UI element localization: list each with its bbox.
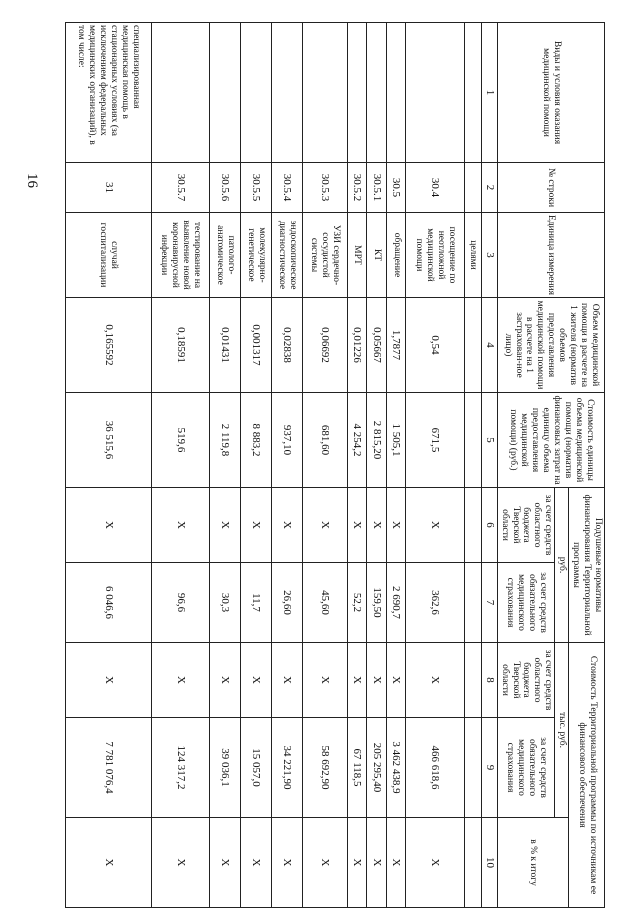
table-cell-c3: тестирование на выявление новой коронавирусной инфекции: [151, 213, 209, 298]
table-cell-c8: Х: [210, 643, 241, 718]
table-cell-c4: 0,02838: [272, 298, 303, 393]
table-cell-c6: Х: [303, 488, 348, 563]
table-cell-c9: 124 317,2: [151, 718, 209, 818]
table-cell-c10: Х: [66, 818, 152, 908]
table-cell-c7: [464, 563, 481, 643]
table-cell-c8: [464, 643, 481, 718]
table-cell-c7: 26,60: [272, 563, 303, 643]
table-cell-c4: 0,05667: [367, 298, 387, 393]
table-row: [151, 23, 209, 908]
table-cell-c7: 2 690,7: [386, 563, 406, 643]
table-cell-c8: Х: [386, 643, 406, 718]
table-cell-c2: 30.5.3: [303, 163, 348, 213]
table-cell-c8: Х: [66, 643, 152, 718]
table-cell-c7: 45,60: [303, 563, 348, 643]
table-cell-c6: Х: [367, 488, 387, 563]
table-cell-c8: Х: [151, 643, 209, 718]
header-oms-2: за счет средств обязательного медицинского страхования: [497, 718, 555, 818]
table-body: [66, 23, 482, 908]
table-cell-c3: обращение: [386, 213, 406, 298]
table-cell-c3: посещение по неотложной медицинской помощи: [406, 213, 464, 298]
table-cell-c2: 30.5.5: [241, 163, 272, 213]
table-cell-c4: 1,7877: [386, 298, 406, 393]
table-cell-c6: Х: [347, 488, 367, 563]
table-cell-c9: 39 036,1: [210, 718, 241, 818]
table-cell-c1: [241, 23, 272, 163]
table-cell-c5: 1 505,1: [386, 393, 406, 488]
table-cell-c3: эндоскопическое диагностическое: [272, 213, 303, 298]
table-cell-c6: Х: [386, 488, 406, 563]
table-cell-c8: Х: [241, 643, 272, 718]
header-thousand-rub: тыс. руб.: [555, 643, 569, 818]
table-row: [406, 23, 464, 908]
table-cell-c4: 0,06692: [303, 298, 348, 393]
header-percent: в % к итогу: [497, 818, 569, 908]
table-cell-c6: Х: [241, 488, 272, 563]
table-cell-c7: 11,7: [241, 563, 272, 643]
table-cell-c3: молекулярно-генетическое: [241, 213, 272, 298]
table-cell-c2: [464, 163, 481, 213]
col-number: 10: [482, 818, 498, 908]
table-cell-c10: Х: [406, 818, 464, 908]
table-cell-c1: [464, 23, 481, 163]
table-cell-c10: Х: [303, 818, 348, 908]
col-number: 1: [482, 23, 498, 163]
rotated-table-wrapper: [65, 22, 605, 907]
program-cost-table: [65, 22, 605, 908]
table-cell-c10: Х: [386, 818, 406, 908]
table-cell-c7: 6 046,6: [66, 563, 152, 643]
table-cell-c7: 362,6: [406, 563, 464, 643]
table-row: [241, 23, 272, 908]
col-number: 3: [482, 213, 498, 298]
table-cell-c5: 519,6: [151, 393, 209, 488]
table-cell-c9: 58 692,90: [303, 718, 348, 818]
table-cell-c6: [464, 488, 481, 563]
table-row: [303, 23, 348, 908]
table-cell-c5: 671,5: [406, 393, 464, 488]
table-cell-c8: Х: [367, 643, 387, 718]
table-cell-c5: 8 883,2: [241, 393, 272, 488]
table-cell-c10: Х: [367, 818, 387, 908]
table-cell-c3: патолого-анатомическое: [210, 213, 241, 298]
header-cost-group: Стоимость Территориальной программы по источникам ее финансового обеспечения: [569, 643, 605, 908]
table-cell-c6: Х: [210, 488, 241, 563]
table-cell-c9: 67 118,5: [347, 718, 367, 818]
table-cell-c10: Х: [210, 818, 241, 908]
table-cell-c1: специализированная медицинская помощь в стационарных условиях (за исключением федеральных медицинских организаций), в том числе:: [66, 23, 152, 163]
table-cell-c8: Х: [303, 643, 348, 718]
table-cell-c10: [464, 818, 481, 908]
table-cell-c2: 30.5.2: [347, 163, 367, 213]
table-cell-c4: 0,01226: [347, 298, 367, 393]
header-unit-cost: Стоимость единицы объема медицинской помощи (норматив финансовых затрат на единицу объема предоставления медицинской помощи) (руб.): [497, 393, 604, 488]
table-cell-c6: Х: [272, 488, 303, 563]
table-cell-c5: 937,10: [272, 393, 303, 488]
table-cell-c3: случай госпитализации: [66, 213, 152, 298]
table-row: [367, 23, 387, 908]
table-cell-c3: КТ: [367, 213, 387, 298]
header-unit: Единица измерения: [497, 213, 604, 298]
table-cell-c10: Х: [347, 818, 367, 908]
table-cell-c9: [464, 718, 481, 818]
table-cell-c4: 0,165592: [66, 298, 152, 393]
col-number: 8: [482, 643, 498, 718]
table-cell-c10: Х: [151, 818, 209, 908]
table-row: [66, 23, 152, 908]
col-number: 5: [482, 393, 498, 488]
page-number: 16: [24, 173, 40, 188]
table-cell-c1: [210, 23, 241, 163]
table-cell-c3: МРТ: [347, 213, 367, 298]
table-cell-c1: [347, 23, 367, 163]
table-cell-c5: [464, 393, 481, 488]
table-cell-c10: Х: [241, 818, 272, 908]
table-cell-c9: 34 221,90: [272, 718, 303, 818]
table-cell-c3: целями: [464, 213, 481, 298]
table-cell-c2: 30.4: [406, 163, 464, 213]
table-cell-c2: 30.5.4: [272, 163, 303, 213]
table-row: [464, 23, 481, 908]
table-cell-c8: Х: [406, 643, 464, 718]
table-cell-c8: Х: [272, 643, 303, 718]
table-cell-c2: 31: [66, 163, 152, 213]
col-number: 6: [482, 488, 498, 563]
table-cell-c6: Х: [151, 488, 209, 563]
table-row: [210, 23, 241, 908]
table-cell-c4: 0,001317: [241, 298, 272, 393]
table-row: [272, 23, 303, 908]
table-cell-c6: Х: [66, 488, 152, 563]
table-cell-c5: 681,60: [303, 393, 348, 488]
header-rub: руб.: [555, 488, 569, 643]
table-cell-c7: 159,50: [367, 563, 387, 643]
table-cell-c1: [367, 23, 387, 163]
table-cell-c9: 205 295,40: [367, 718, 387, 818]
table-cell-c4: [464, 298, 481, 393]
table-cell-c1: [406, 23, 464, 163]
table-cell-c4: 0,01431: [210, 298, 241, 393]
table-cell-c8: Х: [347, 643, 367, 718]
table-row: [347, 23, 367, 908]
table-cell-c9: 466 618,6: [406, 718, 464, 818]
col-number: 2: [482, 163, 498, 213]
table-cell-c2: 30.5.7: [151, 163, 209, 213]
header-budget-1: за счет средств областного бюджета Тверской области: [497, 488, 555, 563]
header-row-number: № строки: [497, 163, 604, 213]
table-cell-c9: 7 781 076,4: [66, 718, 152, 818]
header-per-capita-group: Подушевые нормативы финансирования Территориальной программы: [569, 488, 605, 643]
table-cell-c6: Х: [406, 488, 464, 563]
table-row: [386, 23, 406, 908]
table-cell-c1: [386, 23, 406, 163]
header-oms-1: за счет средств обязательного медицинского страхования: [497, 563, 555, 643]
table-cell-c5: 2 119,8: [210, 393, 241, 488]
table-cell-c3: УЗИ сердечно-сосудистой системы: [303, 213, 348, 298]
table-cell-c9: 3 462 438,9: [386, 718, 406, 818]
header-budget-2: за счет средств областного бюджета Тверской области: [497, 643, 555, 718]
table-cell-c4: 0,18591: [151, 298, 209, 393]
table-cell-c10: Х: [272, 818, 303, 908]
col-number: 4: [482, 298, 498, 393]
table-cell-c2: 30.5: [386, 163, 406, 213]
table-cell-c5: 4 254,2: [347, 393, 367, 488]
table-cell-c1: [272, 23, 303, 163]
col-number: 9: [482, 718, 498, 818]
col-number: 7: [482, 563, 498, 643]
table-cell-c5: 2 815,20: [367, 393, 387, 488]
table-cell-c4: 0,54: [406, 298, 464, 393]
table-cell-c1: [303, 23, 348, 163]
table-cell-c2: 30.5.1: [367, 163, 387, 213]
header-volume: Объем медицинской помощи в расчете на 1 жителя (норматив объемов предоставления медицинской помощи в расчете на 1 застрахован-ное лицо): [497, 298, 604, 393]
table-cell-c7: 96,6: [151, 563, 209, 643]
table-cell-c2: 30.5.6: [210, 163, 241, 213]
table-cell-c9: 15 057,0: [241, 718, 272, 818]
table-cell-c5: 36 515,6: [66, 393, 152, 488]
header-kind: Виды и условия оказания медицинской помощи: [497, 23, 604, 163]
table-cell-c1: [151, 23, 209, 163]
table-cell-c7: 30,3: [210, 563, 241, 643]
table-cell-c7: 52,2: [347, 563, 367, 643]
